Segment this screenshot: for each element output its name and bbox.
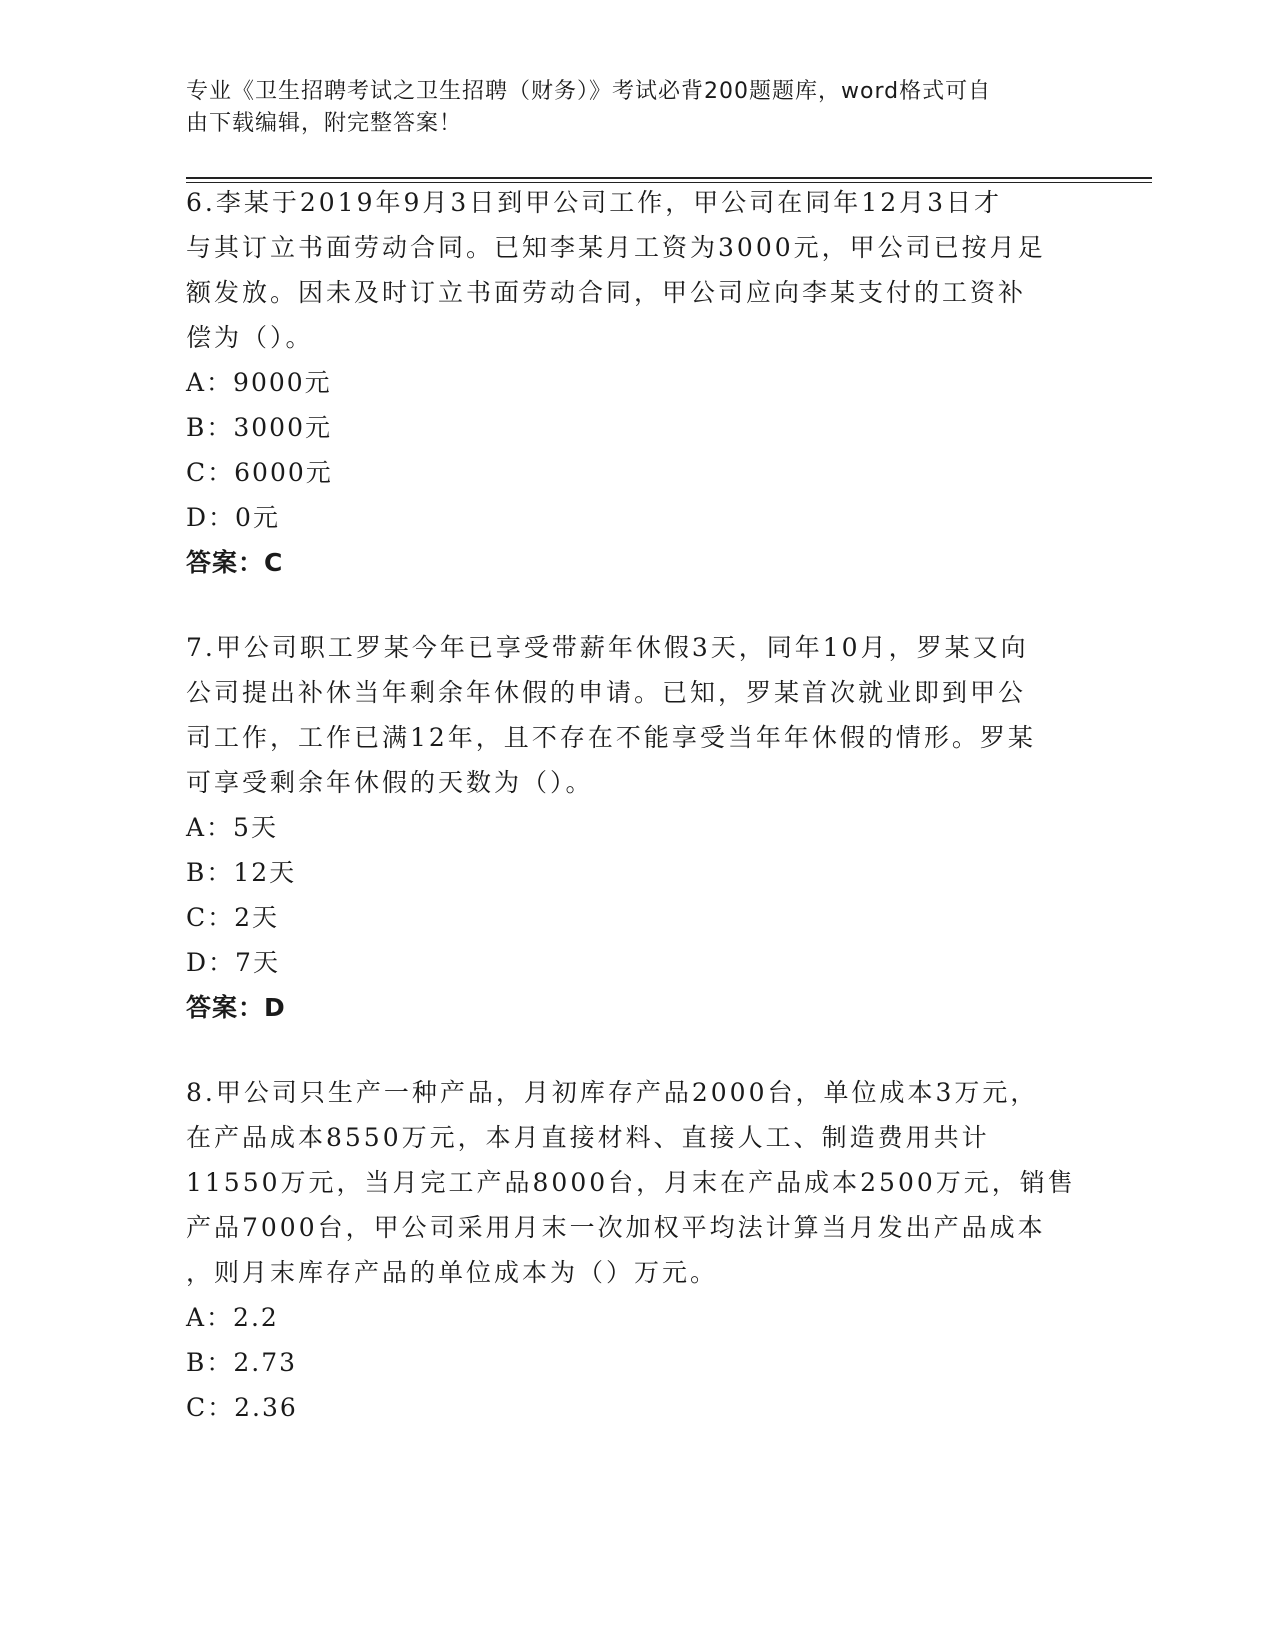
header-line-2: 由下载编辑，附完整答案！ xyxy=(186,111,463,136)
option-c: C：2天 xyxy=(186,903,280,932)
question-stem-line: 6.李某于2019年9月3日到甲公司工作，甲公司在同年12月3日才 xyxy=(186,188,1003,217)
question-7 xyxy=(186,625,1086,1030)
question-stem-line: 与其订立书面劳动合同。已知李某月工资为3000元，甲公司已按月足 xyxy=(186,233,1046,262)
answer-label: 答案：C xyxy=(186,548,284,577)
option-c: C：6000元 xyxy=(186,458,333,487)
question-stem-line: 偿为（）。 xyxy=(186,323,314,352)
question-8 xyxy=(186,1070,1086,1430)
question-stem-line: 额发放。因未及时订立书面劳动合同，甲公司应向李某支付的工资补 xyxy=(186,278,1027,307)
answer-label: 答案：D xyxy=(186,993,286,1022)
question-stem-line: 11550万元，当月完工产品8000台，月末在产品成本2500万元，销售 xyxy=(186,1168,1076,1197)
option-d: D：0元 xyxy=(186,503,280,532)
option-b: B：3000元 xyxy=(186,413,332,442)
question-6 xyxy=(186,180,1086,585)
question-stem-line: 7.甲公司职工罗某今年已享受带薪年休假3天，同年10月，罗某又向 xyxy=(186,633,1029,662)
question-stem-line: ，则月末库存产品的单位成本为（）万元。 xyxy=(186,1258,719,1287)
document-header xyxy=(186,76,1066,140)
option-b: B：12天 xyxy=(186,858,297,887)
question-stem-line: 可享受剩余年休假的天数为（）。 xyxy=(186,768,594,797)
option-a: A：2.2 xyxy=(186,1303,279,1332)
question-stem-line: 8.甲公司只生产一种产品，月初库存产品2000台，单位成本3万元， xyxy=(186,1078,1039,1107)
option-b: B：2.73 xyxy=(186,1348,298,1377)
question-stem-line: 司工作，工作已满12年，且不存在不能享受当年年休假的情形。罗某 xyxy=(186,723,1036,752)
question-stem-line: 在产品成本8550万元，本月直接材料、直接人工、制造费用共计 xyxy=(186,1123,990,1152)
header-divider-thick xyxy=(186,177,1152,179)
option-d: D：7天 xyxy=(186,948,280,977)
header-line-1: 专业《卫生招聘考试之卫生招聘（财务）》考试必背200题题库，word格式可自 xyxy=(186,79,992,104)
question-stem-line: 公司提出补休当年剩余年休假的申请。已知，罗某首次就业即到甲公 xyxy=(186,678,1027,707)
option-a: A：9000元 xyxy=(186,368,332,397)
question-stem-line: 产品7000台，甲公司采用月末一次加权平均法计算当月发出产品成本 xyxy=(186,1213,1046,1242)
option-a: A：5天 xyxy=(186,813,278,842)
option-c: C：2.36 xyxy=(186,1393,298,1422)
